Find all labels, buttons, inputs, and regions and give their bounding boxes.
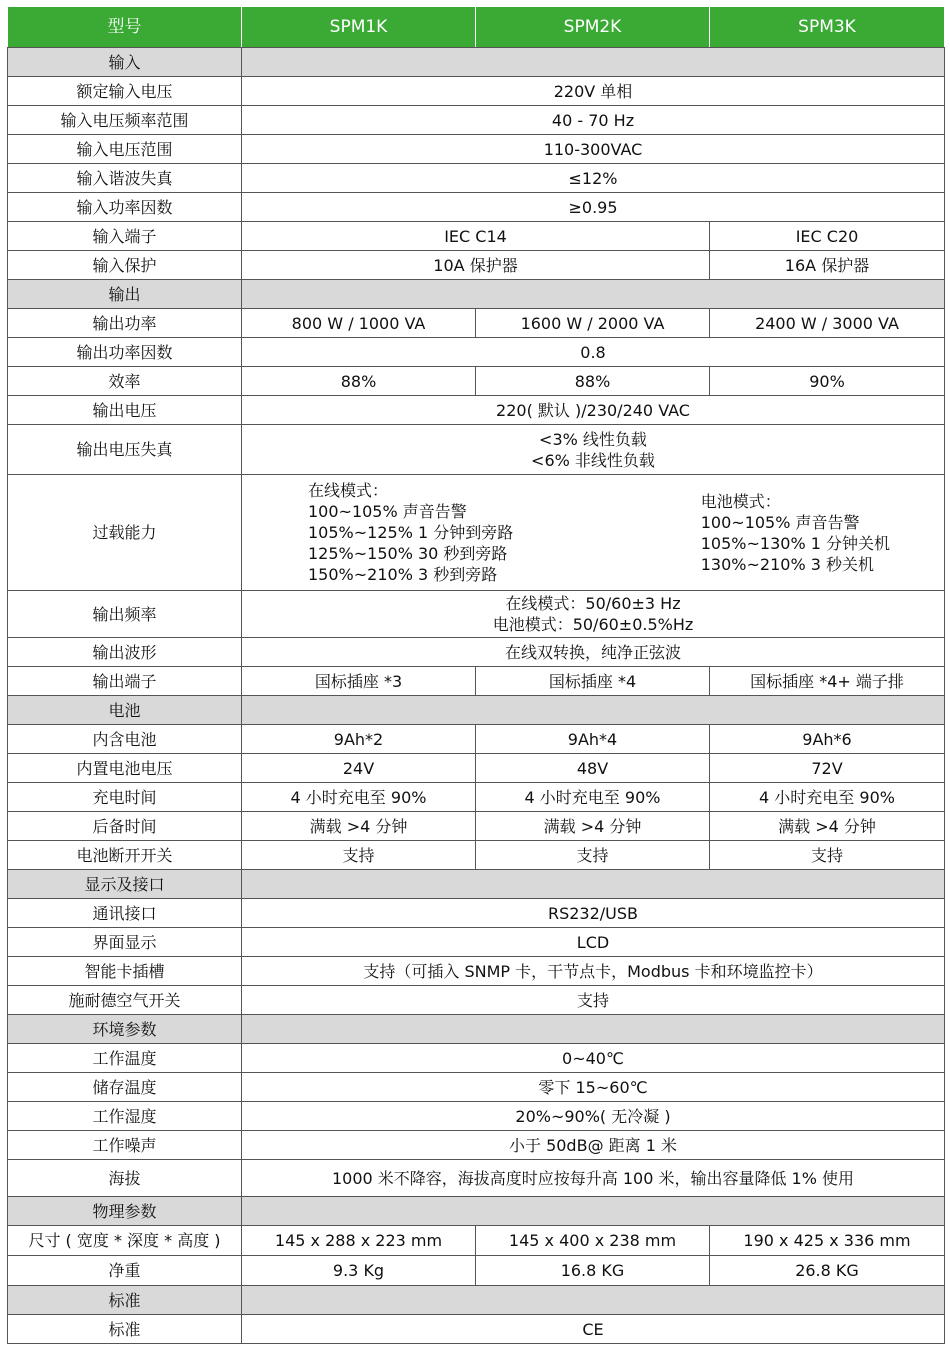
cell-value — [242, 591, 945, 638]
line: 在线模式： — [308, 481, 389, 500]
table-row — [8, 1315, 945, 1344]
cell-value: 220V 单相 — [242, 77, 945, 106]
table-row — [8, 1160, 945, 1197]
line: 150%~210% 3 秒到旁路 — [308, 565, 498, 584]
cell-value: LCD — [242, 928, 945, 957]
section-standard — [8, 1286, 945, 1315]
table-row — [8, 812, 945, 841]
header-row — [8, 7, 945, 48]
table-row — [8, 783, 945, 812]
cell-value: 190 x 425 x 336 mm — [710, 1226, 945, 1256]
table-row — [8, 338, 945, 367]
cell-value: 9Ah*4 — [476, 725, 710, 754]
table-row — [8, 251, 945, 280]
row-label: 工作噪声 — [8, 1131, 242, 1160]
line: 100~105% 声音告警 — [700, 512, 860, 532]
row-label: 尺寸 ( 宽度 * 深度 * 高度 ) — [8, 1226, 242, 1256]
cell-value: 800 W / 1000 VA — [242, 309, 476, 338]
cell-value: 145 x 400 x 238 mm — [476, 1226, 710, 1256]
cell-value: 零下 15~60℃ — [242, 1073, 945, 1102]
section-label: 物理参数 — [8, 1197, 242, 1226]
cell-value: 满载 >4 分钟 — [476, 812, 710, 841]
table-row — [8, 475, 945, 591]
row-label: 输入功率因数 — [8, 193, 242, 222]
table-row — [8, 135, 945, 164]
section-label: 输出 — [8, 280, 242, 309]
row-label: 输入端子 — [8, 222, 242, 251]
row-label: 效率 — [8, 367, 242, 396]
cell-value: 在线双转换，纯净正弦波 — [242, 638, 945, 667]
row-label: 工作温度 — [8, 1044, 242, 1073]
cell-value: 145 x 288 x 223 mm — [242, 1226, 476, 1256]
cell-value — [242, 425, 945, 475]
cell-value: 支持 — [476, 841, 710, 870]
cell-value: 20%~90%( 无冷凝 ) — [242, 1102, 945, 1131]
row-label: 智能卡插槽 — [8, 957, 242, 986]
line: <6% 非线性负载 — [531, 450, 655, 470]
cell-value: 9Ah*6 — [710, 725, 945, 754]
table-row — [8, 164, 945, 193]
cell-value: 16.8 KG — [476, 1256, 710, 1286]
row-label: 输入保护 — [8, 251, 242, 280]
section-label: 显示及接口 — [8, 870, 242, 899]
row-label: 输出电压失真 — [8, 425, 242, 475]
cell-value: 4 小时充电至 90% — [242, 783, 476, 812]
line: 100~105% 声音告警 — [308, 502, 467, 521]
row-label: 输出波形 — [8, 638, 242, 667]
section-label: 电池 — [8, 696, 242, 725]
row-label: 工作湿度 — [8, 1102, 242, 1131]
section-battery — [8, 696, 945, 725]
row-label: 输入电压范围 — [8, 135, 242, 164]
row-label: 净重 — [8, 1256, 242, 1286]
overload-battery — [701, 491, 890, 575]
section-physical — [8, 1197, 945, 1226]
table-row — [8, 106, 945, 135]
cell-value: CE — [242, 1315, 945, 1344]
table-row — [8, 1102, 945, 1131]
table-row — [8, 367, 945, 396]
table-row — [8, 1131, 945, 1160]
cell-value: ≤12% — [242, 164, 945, 193]
cell-value: IEC C20 — [710, 222, 945, 251]
row-label: 施耐德空气开关 — [8, 986, 242, 1015]
spec-table — [7, 6, 945, 1344]
table-row — [8, 928, 945, 957]
cell-value: 16A 保护器 — [710, 251, 945, 280]
cell-value: 9.3 Kg — [242, 1256, 476, 1286]
cell-value: 4 小时充电至 90% — [710, 783, 945, 812]
line: 在线模式：50/60±3 Hz — [505, 594, 681, 613]
table-row — [8, 1044, 945, 1073]
table-row — [8, 841, 945, 870]
row-label: 输出功率因数 — [8, 338, 242, 367]
row-label: 输出功率 — [8, 309, 242, 338]
header-spm2k: SPM2K — [476, 7, 710, 48]
row-label: 标准 — [8, 1315, 242, 1344]
cell-value: 90% — [710, 367, 945, 396]
cell-value: RS232/USB — [242, 899, 945, 928]
overload-cell — [242, 475, 945, 591]
row-label: 输出电压 — [8, 396, 242, 425]
section-input — [8, 48, 945, 77]
cell-value: 0~40℃ — [242, 1044, 945, 1073]
cell-value: 国标插座 *4 — [476, 667, 710, 696]
cell-value: IEC C14 — [242, 222, 710, 251]
section-label: 环境参数 — [8, 1015, 242, 1044]
header-spm3k: SPM3K — [710, 7, 945, 48]
row-label: 额定输入电压 — [8, 77, 242, 106]
line: 105%~130% 1 分钟关机 — [700, 533, 890, 553]
table-row — [8, 957, 945, 986]
line: 电池模式：50/60±0.5%Hz — [492, 615, 694, 634]
table-row — [8, 754, 945, 783]
table-row — [8, 193, 945, 222]
cell-value: 220( 默认 )/230/240 VAC — [242, 396, 945, 425]
cell-value: 1000 米不降容，海拔高度时应按每升高 100 米，输出容量降低 1% 使用 — [242, 1160, 945, 1197]
cell-value: 4 小时充电至 90% — [476, 783, 710, 812]
cell-value: 0.8 — [242, 338, 945, 367]
row-label: 后备时间 — [8, 812, 242, 841]
cell-value: 小于 50dB@ 距离 1 米 — [242, 1131, 945, 1160]
cell-value: 支持 — [242, 841, 476, 870]
table-row — [8, 638, 945, 667]
table-row — [8, 309, 945, 338]
row-label: 通讯接口 — [8, 899, 242, 928]
cell-value: ≥0.95 — [242, 193, 945, 222]
table-row — [8, 986, 945, 1015]
row-label: 储存温度 — [8, 1073, 242, 1102]
row-label: 充电时间 — [8, 783, 242, 812]
section-label: 标准 — [8, 1286, 242, 1315]
cell-value: 满载 >4 分钟 — [242, 812, 476, 841]
section-output — [8, 280, 945, 309]
section-label: 输入 — [8, 48, 242, 77]
line: 电池模式： — [700, 491, 781, 511]
table-row — [8, 1256, 945, 1286]
line: 130%~210% 3 秒关机 — [700, 554, 874, 574]
cell-value: 国标插座 *4+ 端子排 — [710, 667, 945, 696]
cell-value: 满载 >4 分钟 — [710, 812, 945, 841]
table-row — [8, 425, 945, 475]
table-row — [8, 667, 945, 696]
cell-value: 88% — [242, 367, 476, 396]
row-label: 电池断开开关 — [8, 841, 242, 870]
table-row — [8, 77, 945, 106]
header-spm1k: SPM1K — [242, 7, 476, 48]
cell-value: 48V — [476, 754, 710, 783]
table-row — [8, 899, 945, 928]
row-label: 内置电池电压 — [8, 754, 242, 783]
cell-value: 26.8 KG — [710, 1256, 945, 1286]
row-label: 内含电池 — [8, 725, 242, 754]
cell-value: 支持（可插入 SNMP 卡，干节点卡，Modbus 卡和环境监控卡） — [242, 957, 945, 986]
row-label: 输入谐波失真 — [8, 164, 242, 193]
cell-value: 24V — [242, 754, 476, 783]
table-row — [8, 1226, 945, 1256]
cell-value: 72V — [710, 754, 945, 783]
line: <3% 线性负载 — [539, 429, 647, 449]
table-row — [8, 222, 945, 251]
cell-value: 110-300VAC — [242, 135, 945, 164]
cell-value: 支持 — [710, 841, 945, 870]
cell-value: 2400 W / 3000 VA — [710, 309, 945, 338]
cell-value: 88% — [476, 367, 710, 396]
line: 125%~150% 30 秒到旁路 — [308, 544, 508, 563]
table-row — [8, 1073, 945, 1102]
line: 105%~125% 1 分钟到旁路 — [308, 523, 514, 542]
row-label: 过载能力 — [8, 475, 242, 591]
cell-value: 支持 — [242, 986, 945, 1015]
table-row — [8, 725, 945, 754]
table-row — [8, 591, 945, 638]
cell-value: 40 - 70 Hz — [242, 106, 945, 135]
row-label: 输出端子 — [8, 667, 242, 696]
row-label: 界面显示 — [8, 928, 242, 957]
cell-value: 10A 保护器 — [242, 251, 710, 280]
section-env — [8, 1015, 945, 1044]
row-label: 海拔 — [8, 1160, 242, 1197]
row-label: 输出频率 — [8, 591, 242, 638]
header-model: 型号 — [8, 7, 242, 48]
section-display — [8, 870, 945, 899]
overload-online — [308, 480, 513, 585]
row-label: 输入电压频率范围 — [8, 106, 242, 135]
cell-value: 国标插座 *3 — [242, 667, 476, 696]
cell-value: 9Ah*2 — [242, 725, 476, 754]
cell-value: 1600 W / 2000 VA — [476, 309, 710, 338]
table-row — [8, 396, 945, 425]
